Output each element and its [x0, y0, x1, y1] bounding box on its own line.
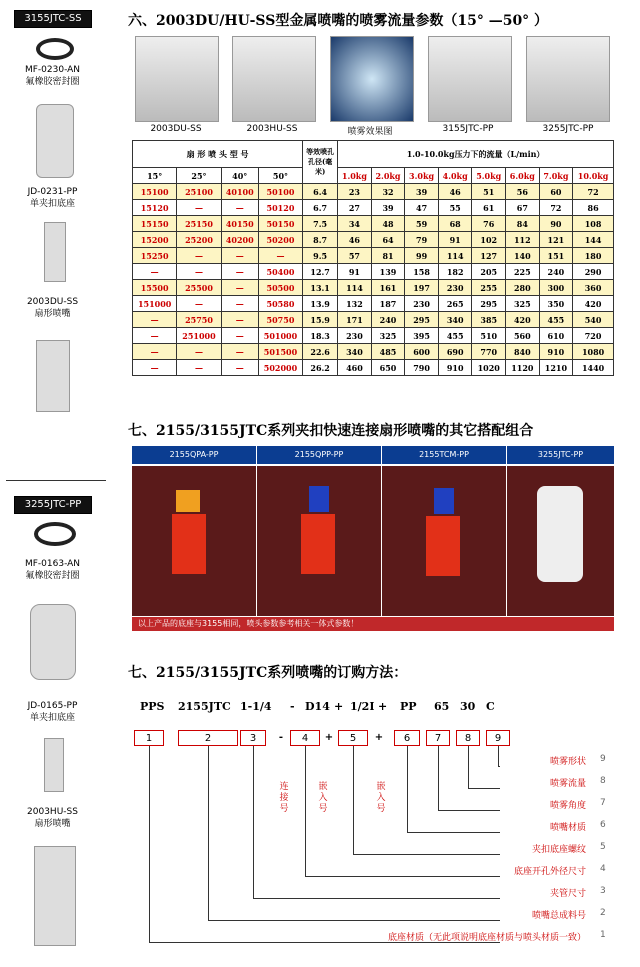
model-cell: 15250	[133, 248, 177, 264]
bore-cell: 7.5	[303, 216, 338, 232]
model-cell: —	[221, 344, 258, 360]
model-cell: —	[221, 264, 258, 280]
flow-cell: 230	[405, 296, 439, 312]
flow-cell: 295	[472, 296, 506, 312]
clip-base-image	[36, 104, 74, 178]
legend-number: 2	[600, 908, 606, 918]
table-row	[133, 312, 614, 328]
band-3255jtc: 3255JTC-PP	[507, 446, 614, 464]
flow-cell: 161	[371, 280, 405, 296]
model-cell: —	[177, 296, 221, 312]
sidebar-tag-3255: 3255JTC-PP	[14, 496, 92, 514]
bore-cell: 15.9	[303, 312, 338, 328]
flow-cell: 86	[573, 200, 614, 216]
pressure-header: 2.0kg	[371, 168, 405, 184]
flow-cell: 455	[539, 312, 573, 328]
vlabel-insert-b: 嵌入号	[376, 782, 386, 814]
flow-cell: 48	[371, 216, 405, 232]
table-row	[133, 248, 614, 264]
flow-cell: 72	[539, 200, 573, 216]
flow-cell: 485	[371, 344, 405, 360]
flow-cell: 910	[438, 360, 472, 376]
flow-cell: 127	[472, 248, 506, 264]
flow-cell: 46	[438, 184, 472, 200]
order-code-part: 1-1/4	[240, 700, 272, 713]
flow-cell: 1080	[573, 344, 614, 360]
flow-cell: 99	[405, 248, 439, 264]
flow-cell: 102	[472, 232, 506, 248]
flow-cell: 114	[338, 280, 372, 296]
flow-cell: 295	[405, 312, 439, 328]
flow-cell: 56	[506, 184, 540, 200]
divider	[6, 480, 106, 481]
section-title-7: 七、2155/3155JTC系列夹扣快速连接扇形喷嘴的其它搭配组合	[128, 423, 534, 439]
flow-cell: 39	[405, 184, 439, 200]
model-cell: 50580	[258, 296, 302, 312]
flow-cell: 840	[506, 344, 540, 360]
flow-cell: 144	[573, 232, 614, 248]
flow-cell: 360	[573, 280, 614, 296]
order-box: 5	[338, 730, 368, 746]
legend-number: 6	[600, 820, 606, 830]
order-code-part: PPS	[140, 700, 165, 713]
flow-cell: 23	[338, 184, 372, 200]
flow-cell: 34	[338, 216, 372, 232]
flow-cell: 395	[405, 328, 439, 344]
photo-caption: 喷雾效果图	[347, 127, 393, 137]
legend-number: 5	[600, 842, 606, 852]
flow-cell: 108	[573, 216, 614, 232]
sidebar-caption: MF-0163-AN 氟橡胶密封圈	[24, 559, 81, 581]
flow-cell: 385	[472, 312, 506, 328]
model-cell: —	[133, 328, 177, 344]
combo-image-2	[257, 466, 381, 616]
sidebar-caption: MF-0230-AN 氟橡胶密封圈	[24, 65, 81, 87]
model-cell: 50750	[258, 312, 302, 328]
table-row	[133, 328, 614, 344]
order-code-part: -	[290, 700, 295, 713]
bore-cell: 22.6	[303, 344, 338, 360]
model-cell: —	[221, 200, 258, 216]
model-cell: —	[133, 264, 177, 280]
order-box: 8	[456, 730, 480, 746]
model-cell: —	[177, 264, 221, 280]
table-row	[133, 216, 614, 232]
model-cell: 50500	[258, 280, 302, 296]
photo-caption: 3255JTC-PP	[542, 124, 594, 134]
bore-cell: 13.1	[303, 280, 338, 296]
flow-cell: 1020	[472, 360, 506, 376]
band-2155qpp: 2155QPP-PP	[257, 446, 381, 464]
angle-header: 25°	[177, 168, 221, 184]
vlabel-connect: 连接号	[279, 782, 289, 814]
model-cell: —	[221, 296, 258, 312]
pressure-header: 10.0kg	[573, 168, 614, 184]
flow-cell: 151	[539, 248, 573, 264]
order-code-part: D14	[305, 700, 330, 713]
legend-number: 4	[600, 864, 606, 874]
model-cell: 25100	[177, 184, 221, 200]
table-row	[133, 200, 614, 216]
order-code-part: +	[334, 700, 344, 713]
flow-cell: 91	[338, 264, 372, 280]
flow-cell: 350	[539, 296, 573, 312]
flow-cell: 455	[438, 328, 472, 344]
leader-line	[149, 746, 150, 942]
order-code-part: PP	[400, 700, 417, 713]
order-box: 7	[426, 730, 450, 746]
leader-line	[253, 746, 254, 898]
flow-cell: 132	[338, 296, 372, 312]
model-cell: —	[177, 360, 221, 376]
bore-cell: 12.7	[303, 264, 338, 280]
combo-image-3	[382, 466, 506, 616]
model-cell: 251000	[177, 328, 221, 344]
o-ring-image	[36, 38, 74, 60]
combo-note: 以上产品的底座与3155相同，喷头参数参考相关一体式参数！	[132, 617, 614, 631]
model-cell: 15150	[133, 216, 177, 232]
model-cell: 15100	[133, 184, 177, 200]
flow-cell: 325	[506, 296, 540, 312]
flow-cell: 560	[506, 328, 540, 344]
flow-cell: 180	[573, 248, 614, 264]
pressure-header: 7.0kg	[539, 168, 573, 184]
order-box: 1	[134, 730, 164, 746]
model-cell: 25500	[177, 280, 221, 296]
order-code-part: 1/2I	[350, 700, 375, 713]
flow-cell: 1120	[506, 360, 540, 376]
order-code-part: 65	[434, 700, 450, 713]
flow-cell: 460	[338, 360, 372, 376]
model-cell: 15500	[133, 280, 177, 296]
clip-base-image	[30, 604, 76, 680]
model-cell: 40100	[221, 184, 258, 200]
flow-cell: 187	[371, 296, 405, 312]
order-box: +	[324, 732, 334, 743]
section-title-6: 六、2003DU/HU-SS型金属喷嘴的喷雾流量参数（15° —50° ）	[128, 13, 549, 29]
photo-2003hu	[232, 36, 316, 122]
flow-cell: 510	[472, 328, 506, 344]
flow-cell: 67	[506, 200, 540, 216]
flow-cell: 61	[472, 200, 506, 216]
legend-label: 夹扣底座螺纹	[531, 845, 586, 855]
photo-caption: 2003DU-SS	[150, 124, 202, 134]
pressure-header: 5.0kg	[472, 168, 506, 184]
angle-header: 40°	[221, 168, 258, 184]
order-box: 2	[178, 730, 238, 746]
flow-cell: 690	[438, 344, 472, 360]
bore-cell: 6.4	[303, 184, 338, 200]
model-cell: —	[177, 200, 221, 216]
table-row	[133, 232, 614, 248]
table-row	[133, 344, 614, 360]
bore-cell: 9.5	[303, 248, 338, 264]
bore-cell: 26.2	[303, 360, 338, 376]
order-box: +	[374, 732, 384, 743]
flow-cell: 39	[371, 200, 405, 216]
flow-cell: 540	[573, 312, 614, 328]
model-cell: —	[258, 248, 302, 264]
flow-cell: 255	[472, 280, 506, 296]
flow-cell: 84	[506, 216, 540, 232]
table-row	[133, 264, 614, 280]
model-cell: —	[177, 344, 221, 360]
flow-cell: 910	[539, 344, 573, 360]
flow-cell: 290	[573, 264, 614, 280]
flow-cell: 240	[539, 264, 573, 280]
flow-cell: 650	[371, 360, 405, 376]
order-box: 6	[394, 730, 420, 746]
model-cell: 501000	[258, 328, 302, 344]
legend-number: 7	[600, 798, 606, 808]
flow-cell: 340	[438, 312, 472, 328]
model-cell: —	[177, 248, 221, 264]
table-header-bore: 等效喷孔孔径(毫米)	[303, 141, 338, 184]
model-cell: 15200	[133, 232, 177, 248]
model-cell: 40150	[221, 216, 258, 232]
pressure-header: 4.0kg	[438, 168, 472, 184]
model-cell: 50200	[258, 232, 302, 248]
nozzle-image	[44, 222, 66, 282]
order-code-part: 30	[460, 700, 476, 713]
legend-label: 底座开孔外径尺寸	[513, 867, 586, 877]
angle-header: 15°	[133, 168, 177, 184]
model-cell: 50100	[258, 184, 302, 200]
flow-cell: 171	[338, 312, 372, 328]
model-cell: —	[133, 360, 177, 376]
flow-cell: 280	[506, 280, 540, 296]
flow-cell: 240	[371, 312, 405, 328]
flow-cell: 60	[539, 184, 573, 200]
model-cell: —	[133, 312, 177, 328]
model-cell: 151000	[133, 296, 177, 312]
assembly-image	[34, 846, 76, 946]
flow-cell: 32	[371, 184, 405, 200]
flow-cell: 1210	[539, 360, 573, 376]
table-row	[133, 184, 614, 200]
flow-cell: 205	[472, 264, 506, 280]
flow-cell: 420	[573, 296, 614, 312]
flow-cell: 68	[438, 216, 472, 232]
combo-image-1	[132, 466, 256, 616]
flow-cell: 64	[371, 232, 405, 248]
photo-3255jtc	[526, 36, 610, 122]
flow-cell: 27	[338, 200, 372, 216]
order-box: 3	[240, 730, 266, 746]
leader-line	[208, 746, 209, 920]
flow-cell: 325	[371, 328, 405, 344]
flow-cell: 610	[539, 328, 573, 344]
flow-cell: 770	[472, 344, 506, 360]
flow-cell: 46	[338, 232, 372, 248]
flow-cell: 114	[438, 248, 472, 264]
pressure-header: 6.0kg	[506, 168, 540, 184]
angle-header: 50°	[258, 168, 302, 184]
nozzle-image	[44, 738, 64, 792]
band-2155tcm: 2155TCM-PP	[382, 446, 506, 464]
flow-cell: 158	[405, 264, 439, 280]
flow-cell: 1440	[573, 360, 614, 376]
photo-spray	[330, 36, 414, 122]
table-header-flow: 1.0-10.0kg压力下的流量（L/min）	[338, 141, 614, 168]
legend-label: 喷雾流量	[549, 779, 586, 789]
photo-3155jtc	[428, 36, 512, 122]
legend-label: 喷嘴总成料号	[531, 911, 586, 921]
flow-cell: 300	[539, 280, 573, 296]
sidebar-tag-3155: 3155JTC-SS	[14, 10, 92, 28]
legend-number: 3	[600, 886, 606, 896]
flow-cell: 76	[472, 216, 506, 232]
flow-cell: 230	[438, 280, 472, 296]
order-code-part: +	[378, 700, 388, 713]
band-2155qpa: 2155QPA-PP	[132, 446, 256, 464]
assembly-image	[36, 340, 70, 412]
legend-label: 喷雾角度	[549, 801, 586, 811]
legend-number: 1	[600, 930, 606, 940]
flow-cell: 790	[405, 360, 439, 376]
flow-cell: 420	[506, 312, 540, 328]
flow-cell: 720	[573, 328, 614, 344]
flow-cell: 225	[506, 264, 540, 280]
flow-cell: 139	[371, 264, 405, 280]
legend-label: 喷嘴材质	[549, 823, 586, 833]
model-cell: —	[133, 344, 177, 360]
order-box: 9	[486, 730, 510, 746]
model-cell: 50150	[258, 216, 302, 232]
flow-cell: 90	[539, 216, 573, 232]
sidebar-caption: JD-0165-PP 单夹扣底座	[27, 701, 78, 723]
flow-cell: 72	[573, 184, 614, 200]
flow-table	[132, 140, 614, 376]
photo-2003du	[135, 36, 219, 122]
table-header-model: 扇 形 喷 头 型 号	[133, 141, 303, 168]
model-cell: —	[221, 280, 258, 296]
flow-cell: 600	[405, 344, 439, 360]
legend-number: 9	[600, 754, 606, 764]
legend-label: 夹管尺寸	[549, 889, 586, 899]
flow-cell: 121	[539, 232, 573, 248]
flow-cell: 197	[405, 280, 439, 296]
flow-cell: 79	[405, 232, 439, 248]
order-code-part: 2155JTC	[178, 700, 231, 713]
order-box: -	[278, 732, 284, 743]
legend-label: 喷雾形状	[549, 757, 586, 767]
flow-cell: 230	[338, 328, 372, 344]
legend-number: 8	[600, 776, 606, 786]
order-box: 4	[290, 730, 320, 746]
bore-cell: 8.7	[303, 232, 338, 248]
model-cell: 25750	[177, 312, 221, 328]
sidebar-caption: 2003HU-SS 扇形喷嘴	[27, 807, 78, 829]
model-cell: 502000	[258, 360, 302, 376]
flow-cell: 140	[506, 248, 540, 264]
model-cell: —	[221, 328, 258, 344]
flow-cell: 81	[371, 248, 405, 264]
o-ring-image	[34, 522, 76, 546]
flow-cell: 182	[438, 264, 472, 280]
table-row	[133, 360, 614, 376]
bore-cell: 6.7	[303, 200, 338, 216]
sidebar-caption: JD-0231-PP 单夹扣底座	[27, 187, 78, 209]
legend-label: 底座材质（无此项说明底座材质与喷头材质一致）	[387, 933, 586, 943]
flow-cell: 51	[472, 184, 506, 200]
model-cell: —	[221, 360, 258, 376]
model-cell: 50400	[258, 264, 302, 280]
section-title-8: 七、2155/3155JTC系列喷嘴的订购方法：	[128, 665, 408, 681]
combo-image-4	[507, 466, 614, 616]
model-cell: 40200	[221, 232, 258, 248]
model-cell: 25200	[177, 232, 221, 248]
photo-caption: 3155JTC-PP	[442, 124, 494, 134]
flow-cell: 340	[338, 344, 372, 360]
flow-cell: 265	[438, 296, 472, 312]
sidebar-caption: 2003DU-SS 扇形喷嘴	[26, 297, 79, 319]
flow-cell: 47	[405, 200, 439, 216]
flow-cell: 112	[506, 232, 540, 248]
model-cell: —	[221, 312, 258, 328]
model-cell: 25150	[177, 216, 221, 232]
flow-cell: 59	[405, 216, 439, 232]
table-row	[133, 296, 614, 312]
flow-cell: 57	[338, 248, 372, 264]
photo-caption: 2003HU-SS	[246, 124, 298, 134]
flow-cell: 55	[438, 200, 472, 216]
vlabel-insert-a: 嵌入号	[318, 782, 328, 814]
flow-cell: 91	[438, 232, 472, 248]
model-cell: —	[221, 248, 258, 264]
model-cell: 501500	[258, 344, 302, 360]
table-row	[133, 280, 614, 296]
bore-cell: 18.3	[303, 328, 338, 344]
model-cell: 15120	[133, 200, 177, 216]
pressure-header: 1.0kg	[338, 168, 372, 184]
pressure-header: 3.0kg	[405, 168, 439, 184]
bore-cell: 13.9	[303, 296, 338, 312]
model-cell: 50120	[258, 200, 302, 216]
order-code-part: C	[486, 700, 495, 713]
